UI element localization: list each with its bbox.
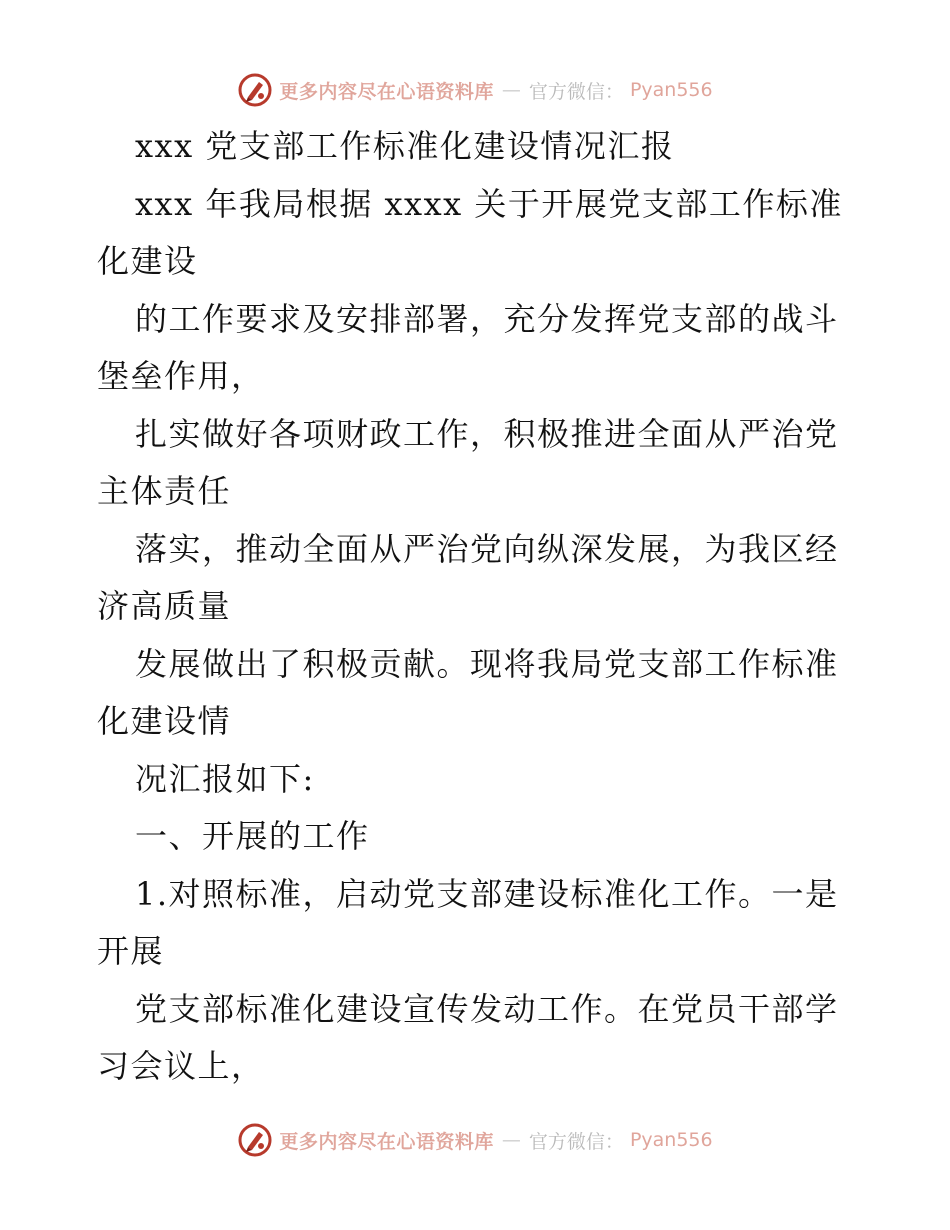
paragraph-line: 落实，推动全面从严治党向纵深发展，为我区经 <box>135 529 839 568</box>
paragraph-line: 况汇报如下: <box>135 759 315 798</box>
paragraph-line: xxx 年我局根据 xxxx 关于开展党支部工作标准 <box>135 184 843 223</box>
document-body <box>97 118 857 1096</box>
watermark-brand: 更多内容尽在心语资料库 <box>279 80 494 103</box>
watermark-header <box>0 70 950 110</box>
paragraph-line: 开展 <box>97 932 165 970</box>
watermark-wechat-id: Pyan556 <box>629 79 713 101</box>
paragraph-line: 的工作要求及安排部署，充分发挥党支部的战斗 <box>135 299 839 338</box>
watermark-footer <box>0 1120 950 1160</box>
paragraph-line: 堡垒作用， <box>97 357 265 395</box>
pen-logo-icon <box>237 1122 273 1158</box>
watermark-wechat-id: Pyan556 <box>629 1129 713 1151</box>
watermark-brand: 更多内容尽在心语资料库 <box>279 1130 494 1153</box>
document-title: xxx 党支部工作标准化建设情况汇报 <box>135 127 675 165</box>
paragraph-line: 发展做出了积极贡献。现将我局党支部工作标准 <box>135 644 839 683</box>
paragraph-line: 主体责任 <box>97 472 232 510</box>
paragraph-line: 济高质量 <box>97 587 232 625</box>
watermark-dash: — <box>501 1129 521 1151</box>
watermark-wechat-label: 官方微信： <box>528 1130 624 1153</box>
watermark-dash: — <box>501 79 521 101</box>
paragraph-line: 化建设情 <box>97 702 232 740</box>
paragraph-line: 党支部标准化建设宣传发动工作。在党员干部学 <box>135 989 839 1028</box>
watermark-wechat-label: 官方微信： <box>528 80 624 103</box>
paragraph-line: 1.对照标准，启动党支部建设标准化工作。一是 <box>135 874 839 913</box>
paragraph-line: 习会议上， <box>97 1047 265 1085</box>
section-heading: 一、开展的工作 <box>135 817 370 855</box>
paragraph-line: 化建设 <box>97 242 198 280</box>
paragraph-line: 扎实做好各项财政工作，积极推进全面从严治党 <box>135 414 839 453</box>
pen-logo-icon <box>237 72 273 108</box>
